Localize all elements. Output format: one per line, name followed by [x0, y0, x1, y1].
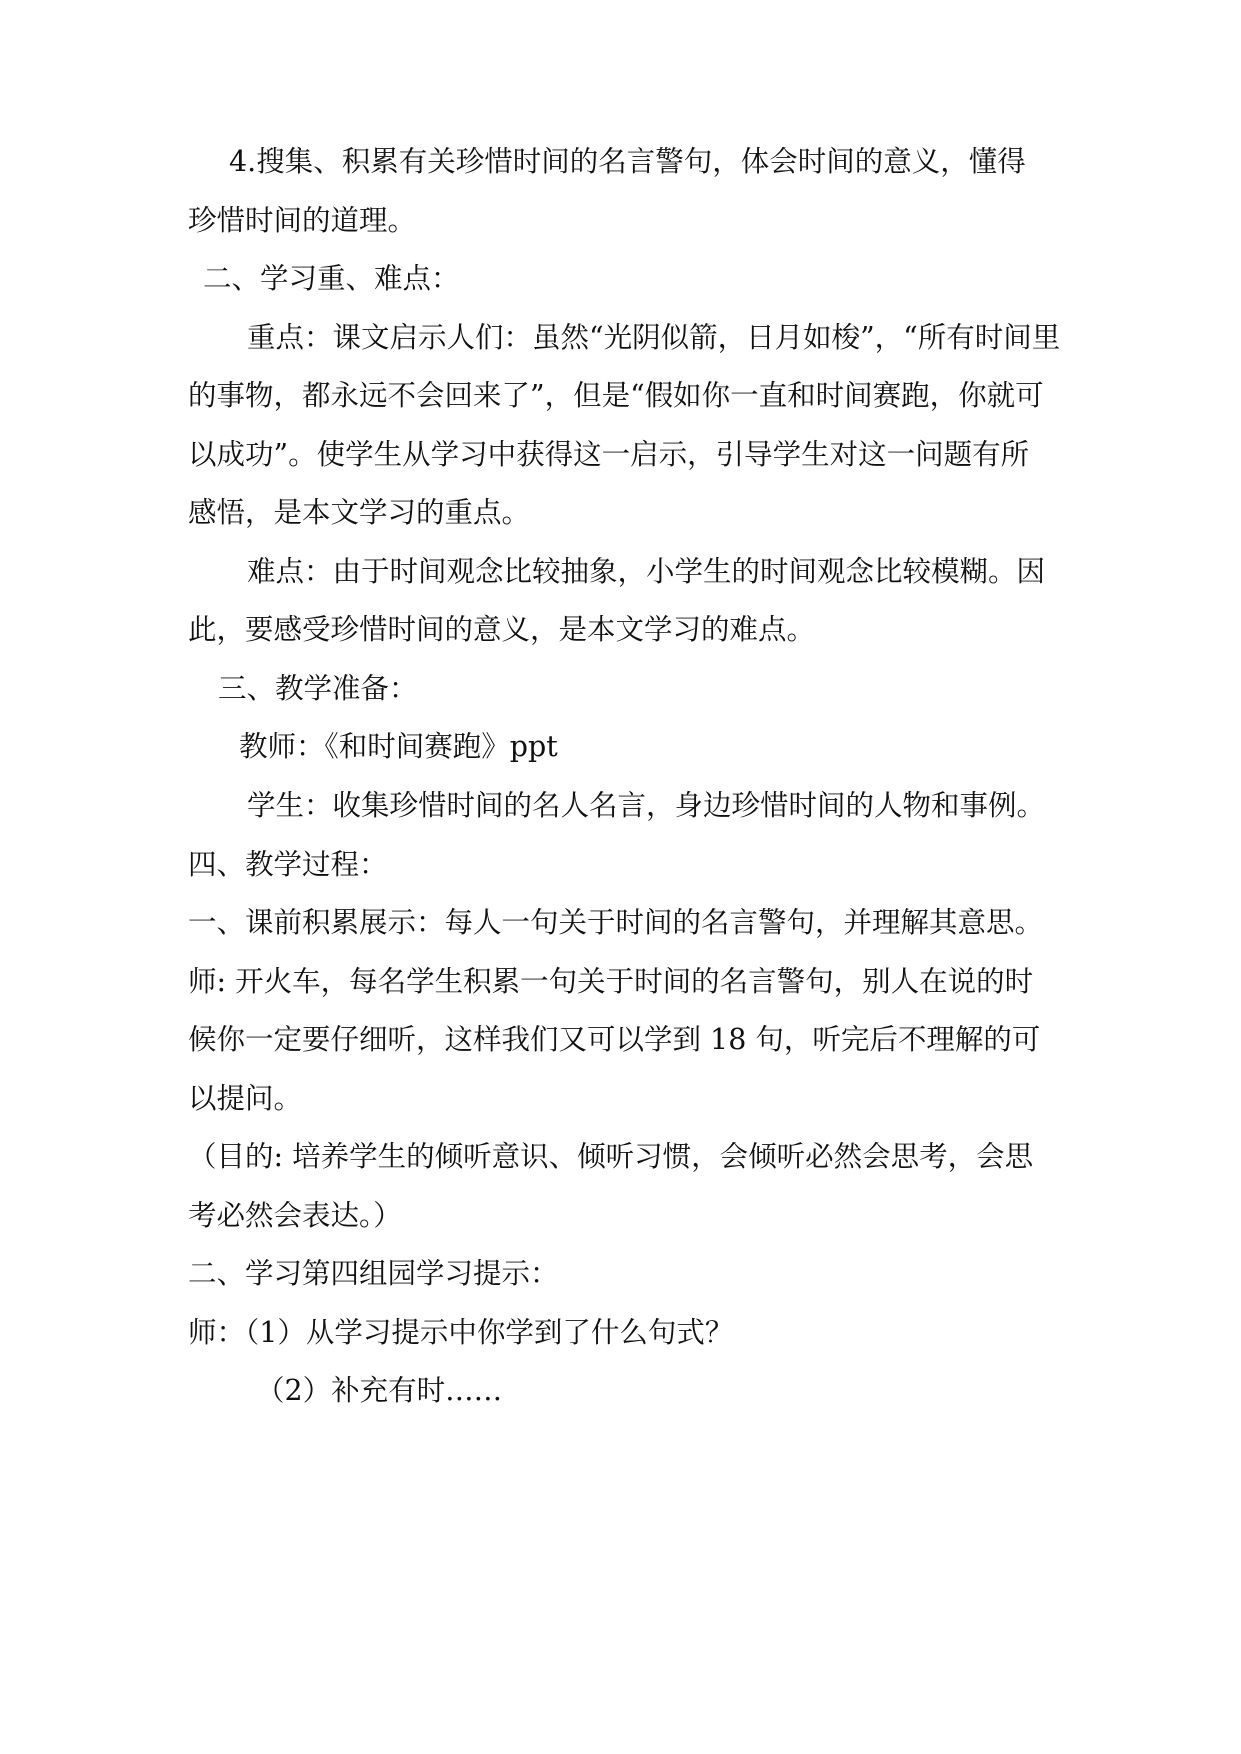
text-line-12: 学生：收集珍惜时间的名人名言，身边珍惜时间的人物和事例。 — [247, 789, 1046, 822]
text-line-1: 4.搜集、积累有关珍惜时间的名言警句，体会时间的意义，懂得 — [229, 145, 1026, 178]
text-line-16: 候你一定要仔细听，这样我们又可以学到 18 句，听完后不理解的可 — [188, 1023, 1041, 1056]
text-line-11: 教师：《和时间赛跑》ppt — [239, 730, 558, 763]
section-heading-3: 三、教学准备： — [218, 672, 418, 705]
section-heading-5: 二、学习第四组园学习提示： — [188, 1257, 559, 1290]
text-line-18: （目的: 培养学生的倾听意识、倾听习惯，会倾听必然会思考，会思 — [188, 1140, 1034, 1173]
text-line-6: 以成功”。使学生从学习中获得这一启示，引导学生对这一问题有所 — [188, 438, 1030, 471]
text-line-2: 珍惜时间的道理。 — [188, 204, 417, 237]
text-line-19: 考必然会表达。） — [188, 1199, 402, 1232]
section-heading-2: 二、学习重、难点： — [203, 262, 460, 295]
text-line-7: 感悟，是本文学习的重点。 — [188, 496, 531, 529]
text-line-21: 师：（1）从学习提示中你学到了什么句式？ — [188, 1316, 734, 1349]
text-line-8: 难点：由于时间观念比较抽象，小学生的时间观念比较模糊。因 — [247, 555, 1046, 588]
text-line-15: 师: 开火车，每名学生积累一句关于时间的名言警句，别人在说的时 — [188, 965, 1034, 998]
section-heading-4: 四、教学过程： — [188, 848, 388, 881]
text-line-9: 此，要感受珍惜时间的意义，是本文学习的难点。 — [188, 613, 816, 646]
text-line-17: 以提问。 — [188, 1082, 303, 1115]
text-line-14: 一、课前积累展示：每人一句关于时间的名言警句，并理解其意思。 — [188, 906, 1044, 939]
text-line-4: 重点：课文启示人们：虽然“光阴似箭，日月如梭”，“所有时间里 — [247, 321, 1061, 354]
text-line-22: （2）补充有时…… — [256, 1374, 503, 1407]
text-line-5: 的事物，都永远不会回来了”，但是“假如你一直和时间赛跑，你就可 — [188, 379, 1044, 412]
